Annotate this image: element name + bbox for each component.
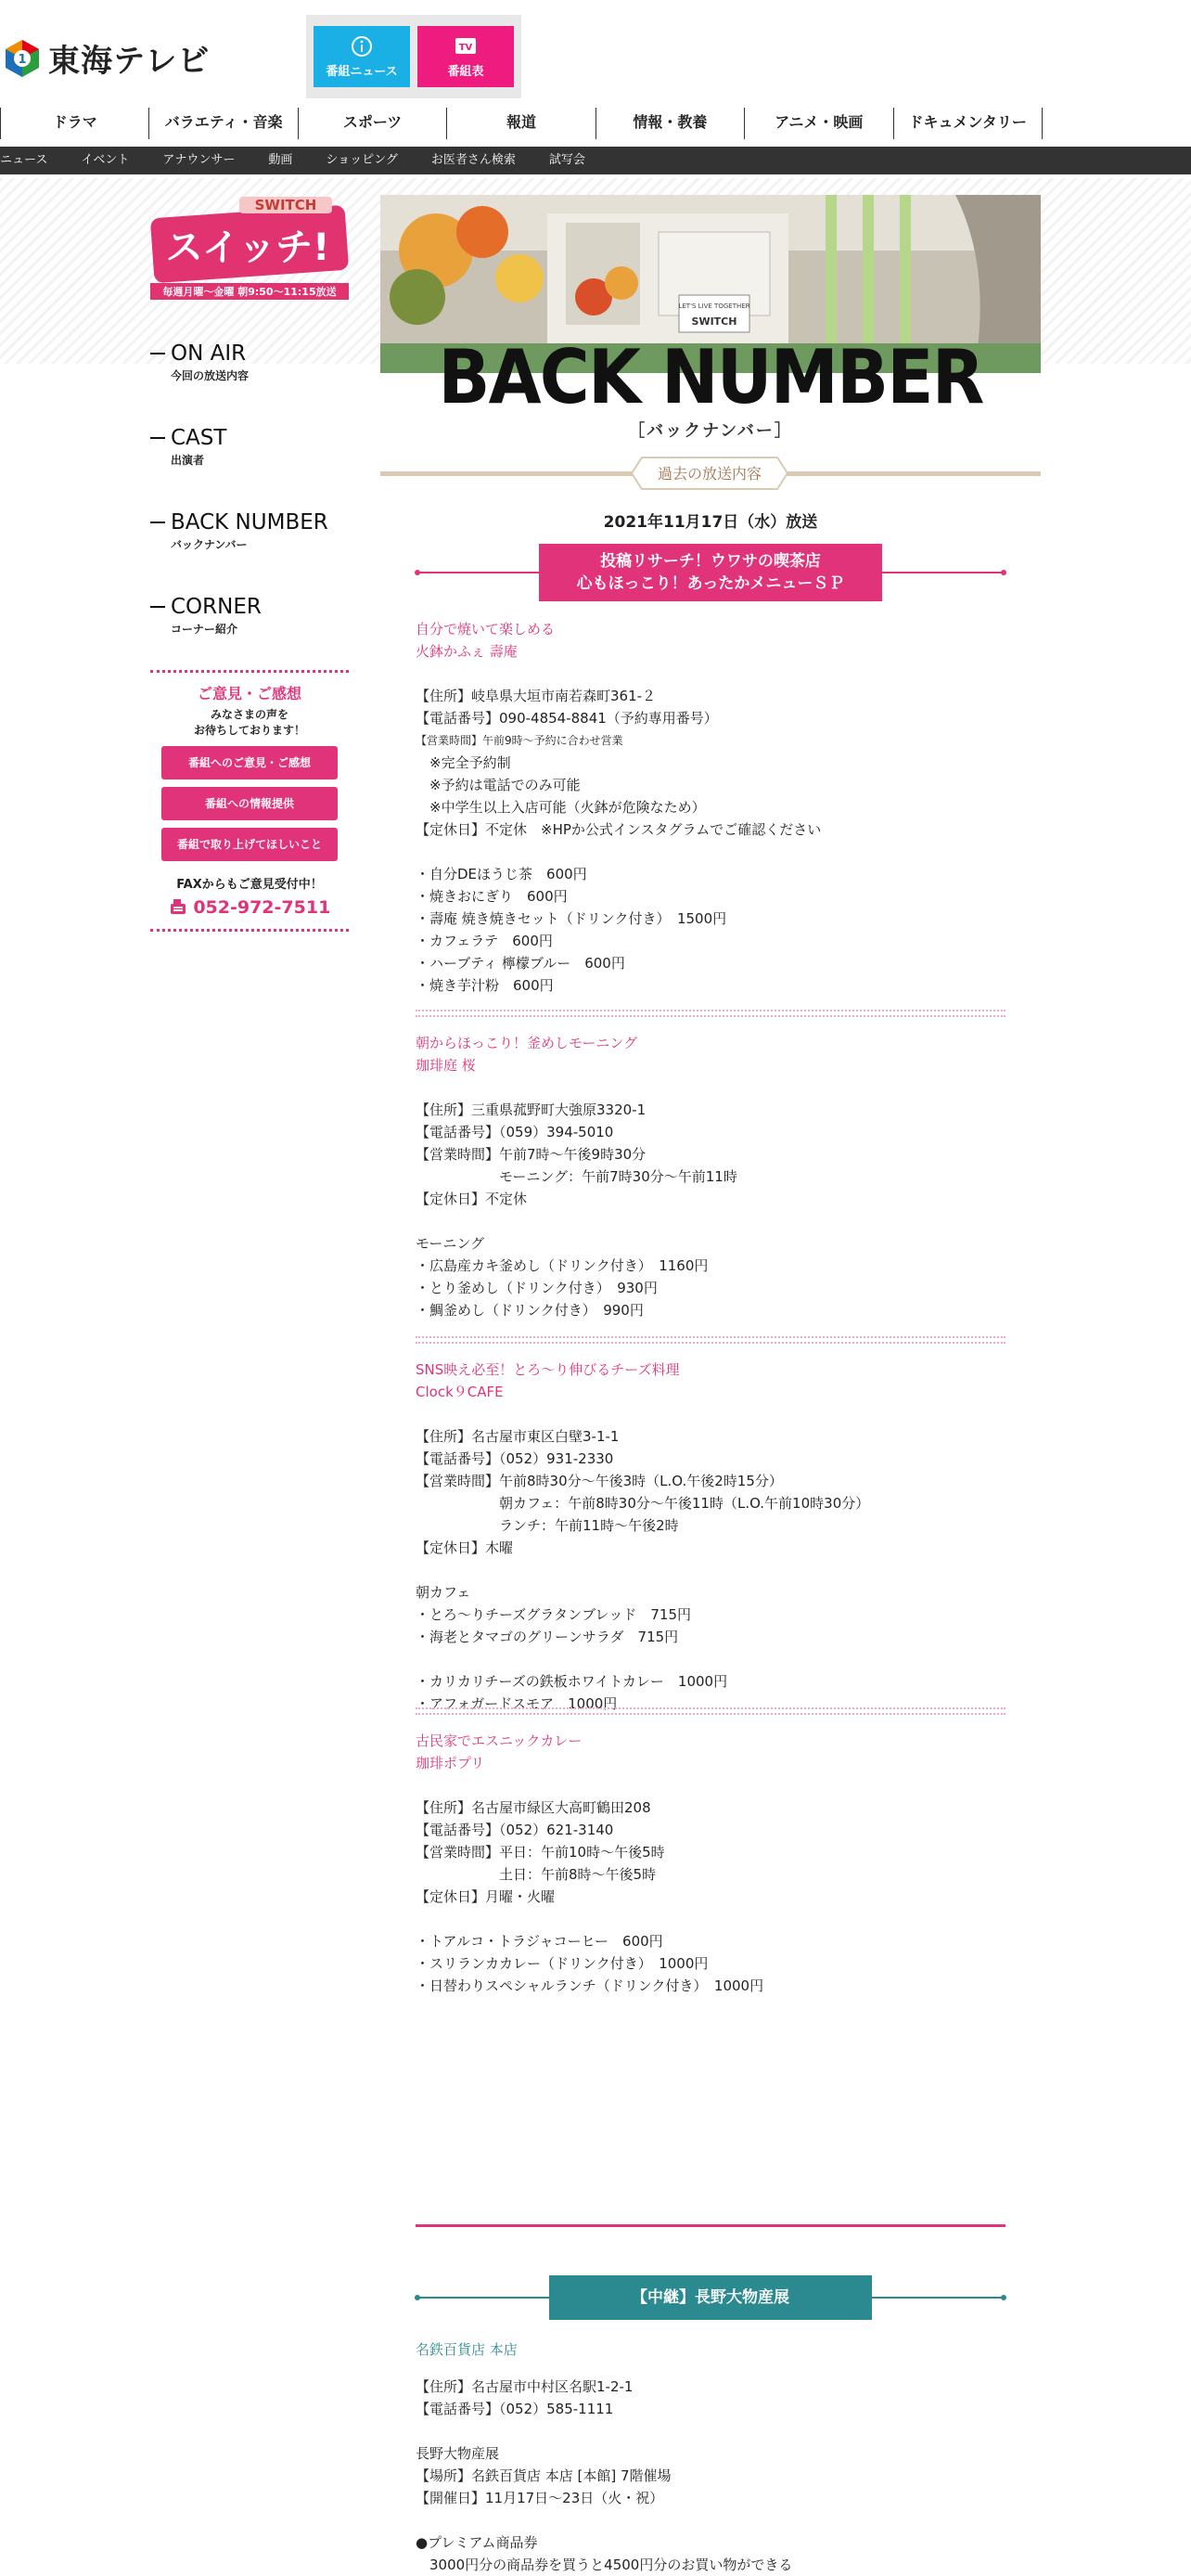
shop3-hours: 【営業時間】午前8時30分～午後3時（L.O.午後2時15分） [416,1473,783,1489]
shop4-catch: 古民家でエスニックカレー [416,1732,583,1749]
shop3-closed: 【定休日】木曜 [416,1539,514,1556]
shop-block-3 [416,1359,1005,1715]
shop5-event-place: 【場所】名鉄百貨店 本店 [本館] 7階催場 [416,2467,672,2484]
photo-sign2: SWITCH [691,316,737,328]
shop4-menu-item: ・日替わりスペシャルランチ（ドリンク付き） 1000円 [416,1977,764,1994]
shop2-address: 【住所】三重県菰野町大強原3320-1 [416,1101,647,1118]
banner1-line1: 投稿リサーチ！ウワサの喫茶店 [600,552,821,571]
sidebar [150,195,349,918]
program-news-button[interactable] [314,26,410,87]
shop4-closed: 【定休日】月曜・火曜 [416,1888,556,1905]
dotted-divider [416,1010,1005,1017]
dash-icon [150,606,165,608]
shop1-address: 【住所】岐阜県大垣市南若森町361-２ [416,688,657,704]
shop1-closed: 【定休日】不定休 ※HPか公式インスタグラムでご確認ください [416,821,822,838]
menu-corner-label: CORNER [171,595,262,619]
shop2-menu-item: ・とり釜めし（ドリンク付き） 930円 [416,1280,658,1296]
nav-news[interactable]: 報道 [446,108,595,139]
shop4-phone: 【電話番号】（052）621-3140 [416,1822,614,1838]
top-buttons [306,15,521,98]
past-broadcast-badge [631,457,788,490]
site-logo[interactable] [2,35,210,81]
opinion-heading: ご意見・ご感想 [197,685,301,702]
banner1-line2: 心もほっこり！あったかメニューＳＰ [576,574,845,593]
shop1-catch: 自分で焼いて楽しめる [416,621,556,638]
shop3-menu-spacer [416,1648,1005,1670]
shop1-menu-item: ・焼きおにぎり 600円 [416,888,568,905]
shop1-note2: ※予約は電話でのみ可能 [416,777,581,793]
shop5-address: 【住所】名古屋市中村区名駅1-2-1 [416,2378,634,2395]
program-logo-en: SWITCH [254,197,317,213]
broadcast-date: 2021年11月17日（水）放送 [603,513,818,532]
shop3-menu-item: ・アフォガードスモア 1000円 [416,1695,618,1712]
opinion-sub1: みなさまの声を [210,708,288,721]
banner2-label: 【中継】長野大物産展 [549,2275,872,2320]
main-content [380,195,1041,2573]
opinion-sub2: お待ちしております！ [193,724,305,737]
nav-anime-movie[interactable]: アニメ・映画 [744,108,892,139]
shop1-phone: 【電話番号】090-4854-8841（予約専用番号） [416,710,718,727]
switch-logo-icon [150,195,349,303]
menu-cast-label: CAST [171,426,227,450]
shop3-menu-item: ・カリカリチーズの鉄板ホワイトカレー 1000円 [416,1673,728,1690]
nav-drama[interactable]: ドラマ [0,108,148,139]
shop3-address: 【住所】名古屋市東区白壁3-1-1 [416,1428,620,1445]
shop5-coupon-title: ●プレミアム商品券 [416,2534,538,2551]
info-icon [351,35,373,58]
dot-icon [414,569,421,576]
shop1-menu-item: ・カフェラテ 600円 [416,933,553,949]
shop4-menu-item: ・スリランカカレー（ドリンク付き） 1000円 [416,1955,709,1972]
tv-guide-button[interactable] [417,26,514,87]
shop3-menu-item: ・海老とタマゴのグリーンサラダ 715円 [416,1629,679,1645]
shop1-name: 火鉢かふぇ 壽庵 [416,643,518,660]
shop1-hours: 【営業時間】午前9時～予約に合わせ営業 [416,734,623,747]
tv-guide-label: 番組表 [447,65,484,79]
shop-block-4 [416,1730,1005,1997]
subnav-announcer[interactable]: アナウンサー [162,153,236,167]
shop3-catch: SNS映え必至！とろ～り伸びるチーズ料理 [416,1361,680,1378]
past-broadcast-label: 過去の放送内容 [657,465,762,483]
shop4-menu-item: ・トアルコ・トラジャコーヒー 600円 [416,1933,663,1950]
shop2-menu-item: ・広島産カキ釜めし（ドリンク付き） 1160円 [416,1257,709,1274]
subnav-video[interactable]: 動画 [268,153,293,167]
tokai-tv-logo-icon [2,38,43,79]
page-title-ruby: ［バックナンバー］ [628,421,793,441]
shop-block-1 [416,618,1005,997]
tv-icon [455,35,477,58]
shop1-note3: ※中学生以上入店可能（火鉢が危険なため） [416,799,706,816]
main-nav [0,108,1043,139]
shop1-menu-item: ・自分DEほうじ茶 600円 [416,866,587,882]
shop3-menu-item: 朝カフェ [416,1584,471,1601]
dot-icon [414,2294,421,2301]
fax-icon [169,898,187,915]
subnav-event[interactable]: イベント [81,153,130,167]
menu-corner[interactable] [150,595,262,637]
program-news-label: 番組ニュース [326,65,398,79]
shop2-hours-morning: モーニング：午前7時30分～午前11時 [416,1168,737,1185]
photo-sign1: LET'S LIVE TOGETHER [678,303,750,310]
program-logo-ja: スイッチ! [165,226,330,269]
shop1-menu-item: ・焼き芋汁粉 600円 [416,977,554,994]
shop3-hours-breakfast: 朝カフェ：午前8時30分～午後11時（L.O.午前10時30分） [416,1495,870,1512]
sub-nav [0,147,1191,174]
shop2-name: 珈琲庭 桜 [416,1057,476,1074]
menu-backnumber[interactable] [150,510,328,552]
menu-cast[interactable] [150,426,226,468]
svg-text:1: 1 [18,52,27,67]
request-topic-button[interactable]: 番組で取り上げてほしいこと [161,828,338,861]
svg-text:TV: TV [458,43,473,53]
nav-variety-music[interactable]: バラエティ・音楽 [148,108,297,139]
shop2-menu-item: ・鯛釜めし（ドリンク付き） 990円 [416,1302,644,1319]
dotted-divider [416,1707,1005,1715]
shop1-menu-item: ・壽庵 焼き焼きセット（ドリンク付き） 1500円 [416,910,727,927]
menu-corner-sub: コーナー紹介 [171,623,238,636]
dash-icon [150,437,165,439]
section-banner-1 [416,544,1005,601]
shop2-catch: 朝からほっこり！釜めしモーニング [416,1035,638,1051]
shop3-menu-item: ・とろ～りチーズグラタンブレッド 715円 [416,1606,691,1623]
subnav-preview[interactable]: 試写会 [548,153,585,167]
dotted-divider [416,1336,1005,1344]
shop4-address: 【住所】名古屋市緑区大高町鶴田208 [416,1799,651,1816]
dash-icon [150,522,165,523]
dot-icon [1000,2294,1007,2301]
menu-backnumber-sub: バックナンバー [171,538,248,551]
shop1-note1: ※完全予約制 [416,754,511,771]
shop5-event-title: 長野大物産展 [416,2445,500,2462]
fax-number: 052-972-7511 [193,897,331,918]
shop2-phone: 【電話番号】（059）394-5010 [416,1124,614,1140]
subnav-doctor-search[interactable]: お医者さん検索 [430,153,516,167]
shop-block-5 [416,2338,1005,2576]
fax-number-row [150,897,349,918]
section-banner-2 [416,2275,1005,2320]
info-provide-button[interactable]: 番組への情報提供 [161,787,338,820]
menu-onair-label: ON AIR [171,341,247,366]
dot-icon [1000,569,1007,576]
subnav-shopping[interactable]: ショッピング [326,153,398,167]
program-logo[interactable] [150,195,349,303]
shop2-menu-item: モーニング [416,1235,485,1252]
shop4-name: 珈琲ポプリ [416,1755,485,1771]
shop-block-2 [416,1032,1005,1321]
shop3-phone: 【電話番号】（052）931-2330 [416,1450,614,1467]
nav-sports[interactable]: スポーツ [298,108,446,139]
section-end-line [416,2224,1005,2227]
shop4-hours: 【営業時間】平日：午前10時～午後5時 [416,1844,665,1861]
nav-documentary[interactable]: ドキュメンタリー [893,108,1043,139]
shop1-menu-item: ・ハーブティ 檸檬ブルー 600円 [416,955,625,972]
dash-icon [150,353,165,354]
shop5-coupon-detail: 3000円分の商品券を買うと4500円分のお買い物ができる [416,2557,793,2573]
past-broadcast-header [380,457,1041,490]
menu-onair-sub: 今回の放送内容 [171,369,250,382]
program-schedule: 毎週月曜〜金曜 朝9:50〜11:15放送 [162,286,337,298]
page-title: BACK NUMBER [438,334,983,420]
nav-info-culture[interactable]: 情報・教養 [596,108,744,139]
menu-onair[interactable] [150,341,249,383]
subnav-news[interactable]: ニュース [0,153,48,167]
opinion-button[interactable]: 番組へのご意見・ご感想 [161,746,338,779]
menu-cast-sub: 出演者 [171,454,205,467]
shop2-closed: 【定休日】不定休 [416,1191,528,1207]
shop2-hours: 【営業時間】午前7時～午後9時30分 [416,1146,647,1163]
menu-backnumber-label: BACK NUMBER [171,510,328,535]
shop5-name: 名鉄百貨店 本店 [416,2341,518,2358]
shop3-hours-lunch: ランチ：午前11時～午後2時 [416,1517,679,1534]
shop3-name: Clock９CAFE [416,1384,504,1400]
shop4-hours-weekend: 土日：午前8時～午後5時 [416,1866,657,1883]
fax-label: FAXからもご意見受付中！ [176,878,323,892]
shop5-phone: 【電話番号】（052）585-1111 [416,2401,614,2417]
shop5-event-date: 【開催日】11月17日～23日（火・祝） [416,2490,664,2506]
logo-text: 東海テレビ [48,43,211,80]
opinion-box [150,670,349,932]
